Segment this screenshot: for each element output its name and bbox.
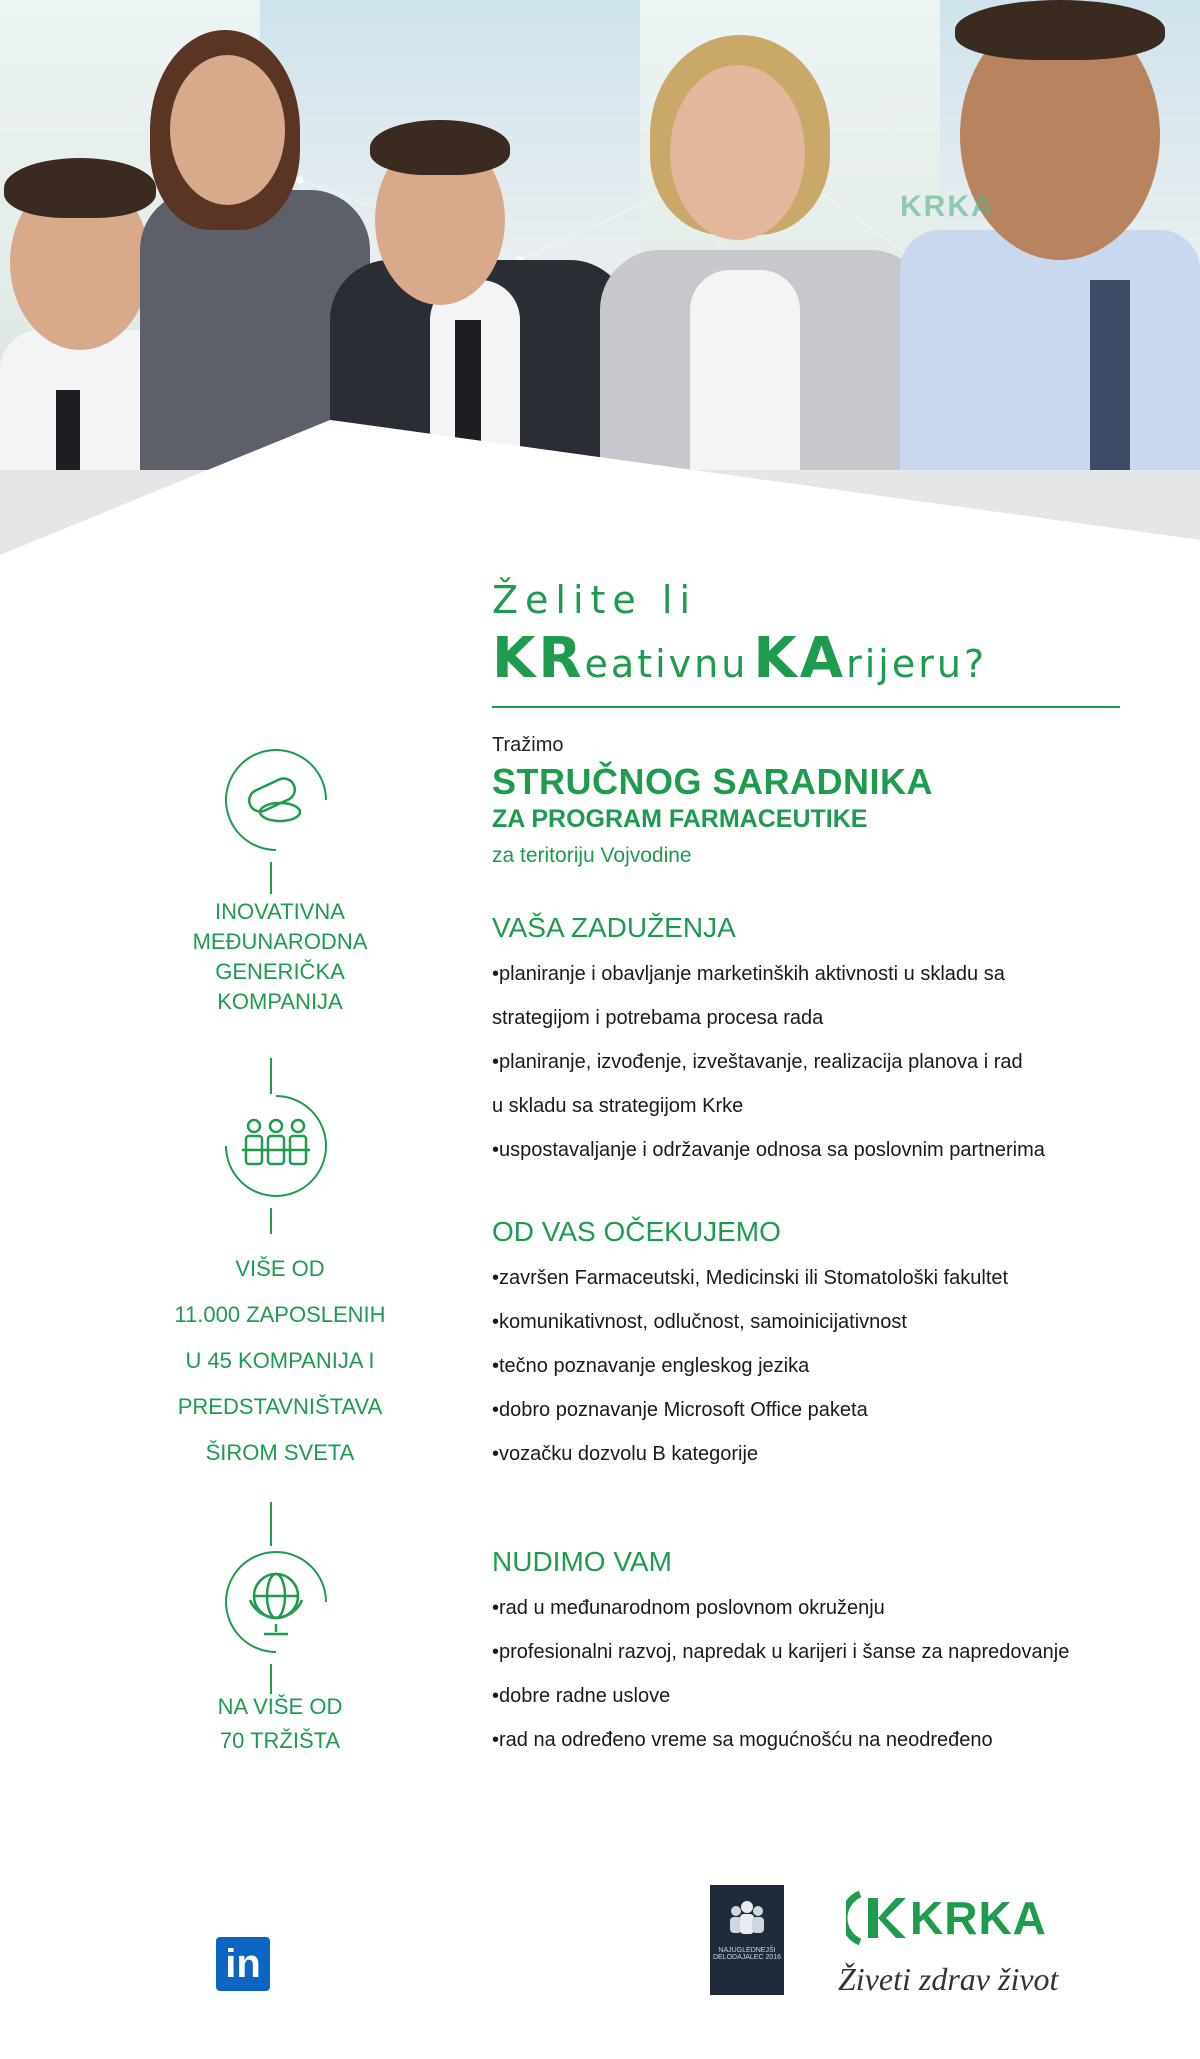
offer-item: •rad na određeno vreme sa mogućnošću na neodređeno [492,1729,993,1751]
krka-logo [846,1888,1047,1948]
fact-line: ŠIROM SVETA [205,1440,355,1465]
duty-item: strategijom i potrebama procesa rada [492,1007,824,1029]
headline-kr: KR [492,626,585,691]
fact-line: U 45 KOMPANIJA I [185,1348,375,1373]
person-hair [370,120,510,175]
requirement-item: •komunikativnost, odlučnost, samoinicijativnost [492,1311,907,1333]
person-hair [955,0,1165,60]
fact-company [120,897,440,1017]
job-title: STRUČNOG SARADNIKA [492,761,933,802]
fact-line: KOMPANIJA [217,989,343,1014]
person-hair [4,158,156,218]
headline-ka: KA [753,626,847,691]
fact-line: 70 TRŽIŠTA [219,1728,341,1753]
hero-wall-logo: KRKA [900,190,995,223]
headline-line2 [492,626,987,691]
people-icon [214,1084,338,1208]
duty-item: u skladu sa strategijom Krke [492,1095,744,1117]
duties-section [492,912,1045,1172]
job-region: za teritoriju Vojvodine [492,844,692,867]
requirements-heading: OD VAS OČEKUJEMO [492,1216,781,1247]
headline-eativnu: eativnu [584,642,749,686]
requirement-item: •završen Farmaceutski, Medicinski ili Stomatološki fakultet [492,1267,1009,1289]
requirement-item: •vozačku dozvolu B kategorije [492,1443,759,1465]
job-block [492,734,933,868]
duty-item: •planiranje, izvođenje, izveštavanje, realizacija planova i rad [492,1051,1023,1073]
person-head [670,65,805,240]
fact-line: PREDSTAVNIŠTAVA [177,1394,383,1419]
award-people-icon [724,1897,770,1937]
timeline-line [270,1208,272,1234]
requirement-item: •tečno poznavanje engleskog jezika [492,1355,810,1377]
duties-heading: VAŠA ZADUŽENJA [492,912,736,943]
offer-section [492,1546,1069,1762]
fact-line: INOVATIVNA [215,899,345,924]
offer-item: •profesionalni razvoj, napredak u karijeri i šanse za napredovanje [492,1641,1070,1663]
fact-line: NA VIŠE OD [217,1694,343,1719]
requirements-section [492,1216,1008,1476]
headline-rijeru: rijeru? [846,642,988,686]
fact-line: GENERIČKA [215,959,345,984]
brand-slogan: Živeti zdrav život [838,1961,1059,1997]
award-text: NAJUGLEDNEJŠI DELODAJALEC 2016 [712,1947,782,1961]
job-subtitle: ZA PROGRAM FARMACEUTIKE [492,805,868,833]
pills-icon [214,738,338,862]
fact-line: 11.000 ZAPOSLENIH [174,1302,386,1327]
person-head [170,55,285,205]
duty-item: •uspostavaljanje i održavanje odnosa sa poslovnim partnerima [492,1139,1045,1161]
timeline-line [270,862,272,894]
headline-divider [492,706,1120,708]
employer-award-badge [710,1885,784,1995]
fact-employees [120,1246,440,1476]
duty-item: •planiranje i obavljanje marketinških aktivnosti u skladu sa [492,963,1005,985]
offer-item: •rad u međunarodnom poslovnom okruženju [492,1597,885,1619]
offer-heading: NUDIMO VAM [492,1546,672,1577]
krka-mark-icon [846,1888,906,1948]
linkedin-icon[interactable]: in [216,1937,270,1991]
job-lead: Tražimo [492,734,564,756]
fact-line: VIŠE OD [235,1256,325,1281]
requirement-item: •dobro poznavanje Microsoft Office paketa [492,1399,868,1421]
offer-item: •dobre radne uslove [492,1685,671,1707]
fact-line: MEĐUNARODNA [192,929,368,954]
krka-wordmark: KRKA [910,1892,1047,1944]
fact-markets [120,1690,440,1758]
headline [492,578,987,691]
globe-icon [214,1540,338,1664]
headline-line1: Želite li [492,578,697,622]
